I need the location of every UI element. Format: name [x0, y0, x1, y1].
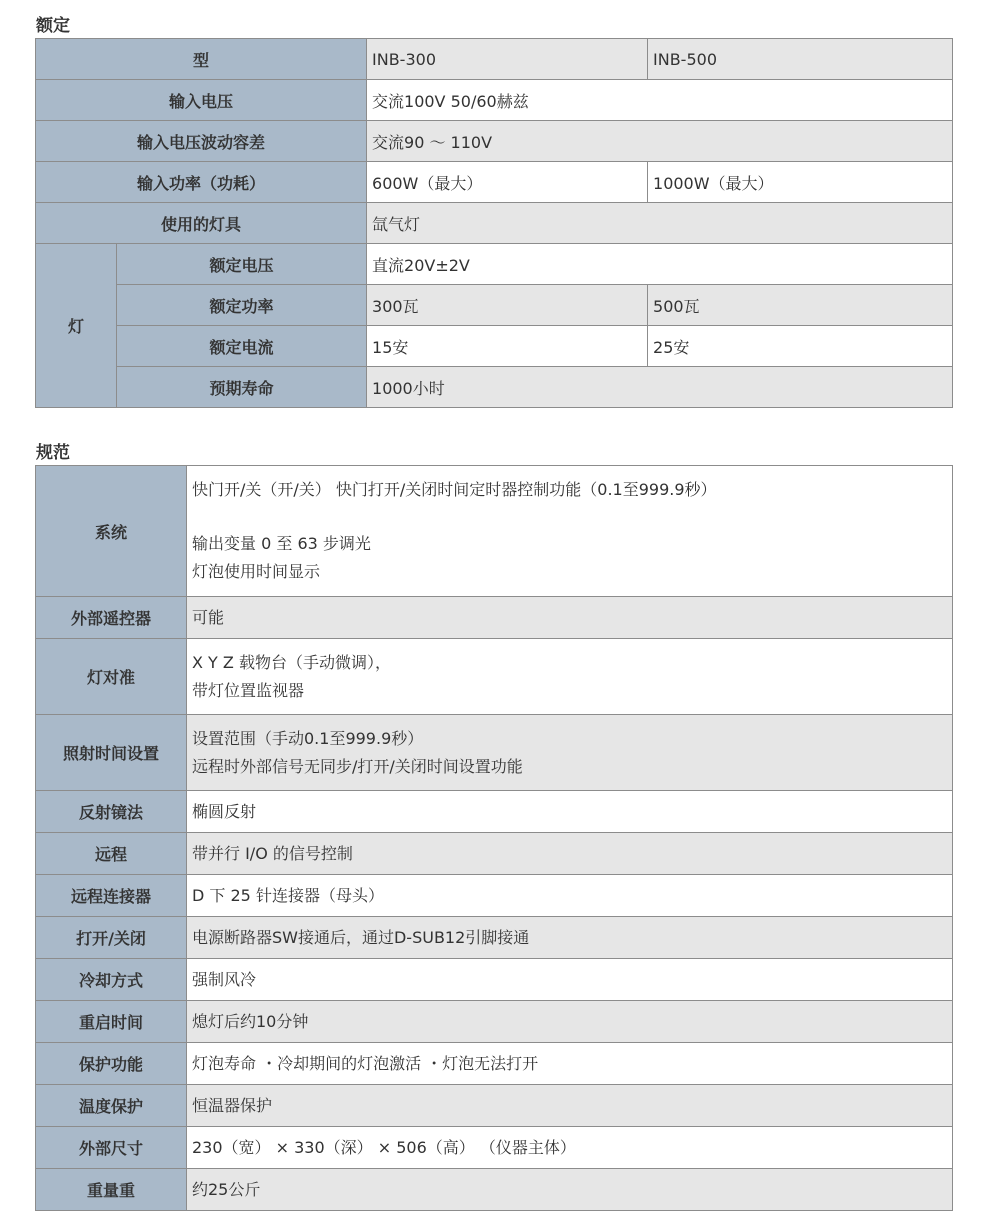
table-row	[36, 1001, 953, 1043]
table-row	[36, 466, 953, 597]
table-row	[36, 597, 953, 639]
cell-value	[187, 875, 953, 917]
table-row	[36, 791, 953, 833]
row-label: 输入功率（功耗）	[36, 162, 367, 203]
cell-line: X Y Z 载物台（手动微调），	[192, 652, 391, 672]
cell-line: 椭圆反射	[192, 801, 257, 821]
cell-line: 带灯位置监视器	[192, 680, 305, 700]
table-row	[36, 917, 953, 959]
row-label: 输入电压	[36, 80, 367, 121]
cell-value	[187, 1001, 953, 1043]
table-row	[36, 1043, 953, 1085]
table-row	[36, 833, 953, 875]
table-row	[36, 367, 953, 408]
table-row	[36, 639, 953, 715]
row-label: 额定电压	[117, 244, 367, 285]
row-label: 重启时间	[36, 1001, 187, 1043]
table-row	[36, 1169, 953, 1211]
cell-value: INB-500	[648, 39, 953, 80]
table-row	[36, 162, 953, 203]
cell-line: 灯泡寿命 ・冷却期间的灯泡激活 ・灯泡无法打开	[192, 1053, 539, 1073]
cell-value	[187, 917, 953, 959]
spec-section-title: 规范	[36, 443, 70, 463]
row-label: 冷却方式	[36, 959, 187, 1001]
table-row	[36, 121, 953, 162]
table-row	[36, 285, 953, 326]
row-label: 远程	[36, 833, 187, 875]
cell-line: 可能	[192, 607, 225, 627]
cell-line: 230（宽） × 330（深） × 506（高） （仪器主体）	[192, 1137, 576, 1157]
table-row	[36, 1085, 953, 1127]
cell-value: 氙气灯	[367, 203, 953, 244]
table-row	[36, 203, 953, 244]
row-label: 温度保护	[36, 1085, 187, 1127]
cell-value	[187, 1169, 953, 1211]
cell-value	[187, 715, 953, 791]
cell-value	[187, 466, 953, 597]
rating-table	[35, 38, 953, 408]
cell-line: 输出变量 0 至 63 步调光	[192, 534, 371, 553]
row-label: 输入电压波动容差	[36, 121, 367, 162]
row-label: 外部遥控器	[36, 597, 187, 639]
spec-table	[35, 465, 953, 1211]
cell-value: INB-300	[367, 39, 648, 80]
cell-value: 直流20V±2V	[367, 244, 953, 285]
cell-value	[187, 1127, 953, 1169]
cell-value: 600W（最大）	[367, 162, 648, 203]
row-label: 型	[36, 39, 367, 80]
cell-line: 熄灯后约10分钟	[192, 1011, 309, 1031]
cell-line: 灯泡使用时间显示	[192, 562, 321, 581]
table-row	[36, 715, 953, 791]
cell-line: D 下 25 针连接器（母头）	[192, 885, 384, 905]
row-label: 重量重	[36, 1169, 187, 1211]
cell-value	[187, 1043, 953, 1085]
row-label: 反射镜法	[36, 791, 187, 833]
cell-value: 交流100V 50/60赫兹	[367, 80, 953, 121]
row-label: 预期寿命	[117, 367, 367, 408]
table-row	[36, 875, 953, 917]
cell-line: 带并行 I/O 的信号控制	[192, 843, 353, 863]
cell-line: 约25公斤	[192, 1179, 261, 1199]
row-label: 系统	[36, 466, 187, 597]
cell-value: 1000W（最大）	[648, 162, 953, 203]
cell-value: 300瓦	[367, 285, 648, 326]
table-row	[36, 1127, 953, 1169]
cell-line: 设置范围（手动0.1至999.9秒）	[192, 728, 424, 748]
cell-value: 1000小时	[367, 367, 953, 408]
cell-line: 恒温器保护	[192, 1095, 273, 1115]
cell-value: 15安	[367, 326, 648, 367]
table-row	[36, 326, 953, 367]
cell-line: 电源断路器SW接通后，通过D-SUB12引脚接通	[192, 927, 530, 947]
row-label: 灯对准	[36, 639, 187, 715]
row-label: 打开/关闭	[36, 917, 187, 959]
table-row	[36, 244, 953, 285]
cell-value	[187, 833, 953, 875]
row-label: 保护功能	[36, 1043, 187, 1085]
cell-value	[187, 1085, 953, 1127]
row-label: 外部尺寸	[36, 1127, 187, 1169]
row-label: 远程连接器	[36, 875, 187, 917]
cell-line: 远程时外部信号无同步/打开/关闭时间设置功能	[192, 756, 523, 776]
cell-value: 500瓦	[648, 285, 953, 326]
row-label: 使用的灯具	[36, 203, 367, 244]
row-label: 照射时间设置	[36, 715, 187, 791]
rating-section-title: 额定	[36, 16, 70, 36]
table-row	[36, 80, 953, 121]
table-row	[36, 959, 953, 1001]
cell-line: 强制风冷	[192, 969, 257, 989]
lamp-group-label: 灯	[36, 244, 117, 408]
cell-value	[187, 597, 953, 639]
cell-value: 25安	[648, 326, 953, 367]
cell-line	[192, 504, 947, 530]
cell-value	[187, 791, 953, 833]
row-label: 额定功率	[117, 285, 367, 326]
table-row	[36, 39, 953, 80]
row-label: 额定电流	[117, 326, 367, 367]
cell-value: 交流90 ～ 110V	[367, 121, 953, 162]
cell-value	[187, 959, 953, 1001]
cell-line: 快门开/关（开/关） 快门打开/关闭时间定时器控制功能（0.1至999.9秒）	[192, 480, 717, 499]
cell-value	[187, 639, 953, 715]
